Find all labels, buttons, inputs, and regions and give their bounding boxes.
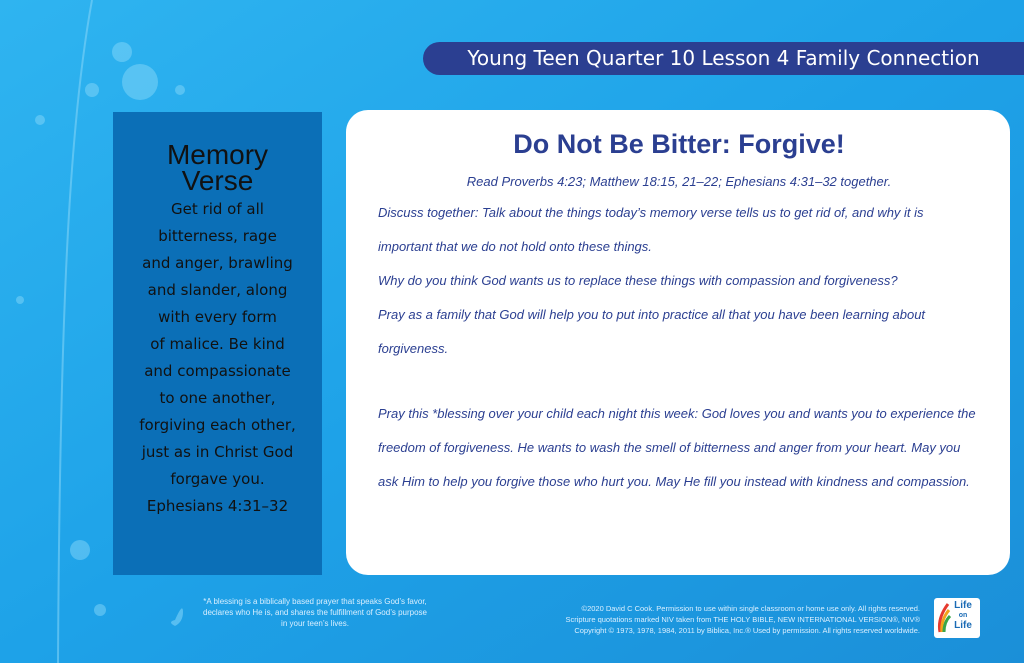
copyright-notice xyxy=(458,603,920,636)
memory-verse-text: Get rid of all bitterness, rage and anger, brawling and slander, along with every form of malice. Be kind and compassionate to one another, forgiving each other, just as in Christ God forgave you. xyxy=(139,200,296,488)
lesson-header xyxy=(423,42,1024,75)
logo-word-2: on xyxy=(958,612,968,619)
question-text: Why do you think God wants us to replace these things with compassion and forgiveness? xyxy=(378,273,898,288)
blessing-text: Pray this *blessing over your child each night this week: God loves you and wants you to experience the freedom of forgiveness. He wants to wash the smell of bitterness and anger from your heart. May you ask Him to help you forgive those who hurt you. May He fill you instead with kindness and compassion. xyxy=(378,406,976,489)
blessing-footnote: *A blessing is a biblically based prayer that speaks God’s favor, declares who He is, and shares the fulfillment of God’s purpose in your teen’s lives. xyxy=(203,597,427,628)
memory-title-line1: Memory xyxy=(166,139,269,170)
read-instruction: Read Proverbs 4:23; Matthew 18:15, 21–22; Ephesians 4:31–32 together. xyxy=(466,174,892,189)
logo-word-3: Life xyxy=(954,620,972,631)
memory-verse-reference: Ephesians 4:31–32 xyxy=(146,497,289,515)
copyright-line1: ©2020 David C Cook. Permission to use within single classroom or home use only. All rights reserved. xyxy=(581,604,920,613)
pray-instruction: Pray as a family that God will help you to put into practice all that you have been learning about forgiveness. xyxy=(378,307,926,356)
header-title: Young Teen Quarter 10 Lesson 4 Family Connection xyxy=(467,46,980,70)
life-on-life-logo xyxy=(934,598,980,638)
discuss-instruction: Discuss together: Talk about the things today’s memory verse tells us to get rid of, and why it is important that we do not hold onto these things. xyxy=(378,205,924,254)
lesson-card xyxy=(346,110,1010,575)
copyright-line2: Scripture quotations marked NIV taken from THE HOLY BIBLE, NEW INTERNATIONAL VERSION®, NIV® xyxy=(565,615,920,624)
copyright-line3: Copyright © 1973, 1978, 1984, 2011 by Biblica, Inc.® Used by permission. All rights reserved worldwide. xyxy=(574,626,920,635)
logo-text xyxy=(948,600,978,631)
logo-word-1: Life xyxy=(954,600,972,611)
memory-verse-panel xyxy=(113,112,322,575)
memory-title-line2: Verse xyxy=(181,165,254,196)
memory-verse-title xyxy=(113,139,322,196)
card-title: Do Not Be Bitter: Forgive! xyxy=(513,129,845,159)
